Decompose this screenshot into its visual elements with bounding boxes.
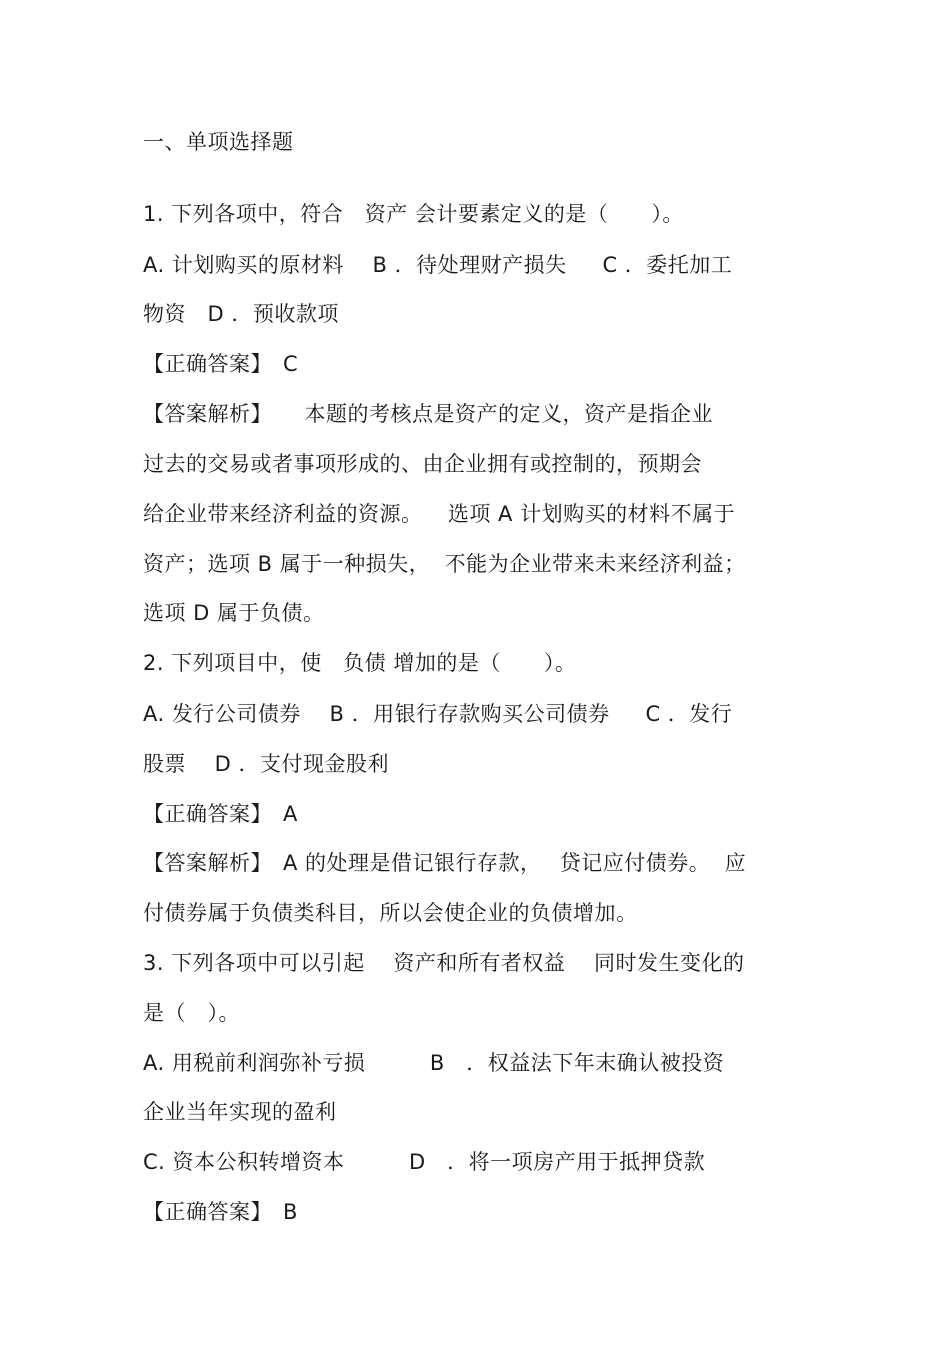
question-2-answer: 【正确答案】 A bbox=[143, 802, 298, 826]
question-3-stem-line-1: 3. 下列各项中可以引起 资产和所有者权益 同时发生变化的 bbox=[143, 951, 745, 975]
question-3-options-line-3: C. 资本公积转增资本 D ．将一项房产用于抵押贷款 bbox=[143, 1150, 706, 1174]
question-3-options-line-2: 企业当年实现的盈利 bbox=[143, 1100, 337, 1124]
question-1-answer: 【正确答案】 C bbox=[143, 352, 299, 376]
question-2-options-line-1: A. 发行公司债券 B ．用银行存款购买公司债券 C ．发行 bbox=[143, 702, 733, 726]
question-1-stem: 1. 下列各项中，符合 资产 会计要素定义的是（ ）。 bbox=[143, 202, 684, 226]
question-1-options-line-1: A. 计划购买的原材料 B ．待处理财产损失 C ．委托加工 bbox=[143, 253, 733, 277]
question-2-explanation-line-2: 付债券属于负债类科目，所以会使企业的负债增加。 bbox=[143, 901, 638, 925]
question-1-options-line-2: 物资 D ．预收款项 bbox=[143, 302, 339, 326]
question-2-explanation-line-1: 【答案解析】 A 的处理是借记银行存款， 贷记应付债券。 应 bbox=[143, 851, 747, 875]
question-1-explanation-line-4: 资产；选项 B 属于一种损失， 不能为企业带来未来经济利益； bbox=[143, 552, 746, 576]
question-3-answer: 【正确答案】 B bbox=[143, 1200, 298, 1224]
question-1-explanation-line-1: 【答案解析】 本题的考核点是资产的定义，资产是指企业 bbox=[143, 402, 713, 426]
question-2-options-line-2: 股票 D ．支付现金股利 bbox=[143, 752, 390, 776]
question-3-stem-line-2: 是（ ）。 bbox=[143, 1001, 240, 1025]
question-1-explanation-line-2: 过去的交易或者事项形成的、由企业拥有或控制的，预期会 bbox=[143, 452, 702, 476]
question-1-explanation-line-5: 选项 D 属于负债。 bbox=[143, 601, 325, 625]
question-2-stem: 2. 下列项目中，使 负债 增加的是（ ）。 bbox=[143, 651, 577, 675]
section-title: 一、单项选择题 bbox=[143, 130, 294, 154]
question-1-explanation-line-3: 给企业带来经济利益的资源。 选项 A 计划购买的材料不属于 bbox=[143, 502, 736, 526]
question-3-options-line-1: A. 用税前利润弥补亏损 B ．权益法下年末确认被投资 bbox=[143, 1051, 725, 1075]
